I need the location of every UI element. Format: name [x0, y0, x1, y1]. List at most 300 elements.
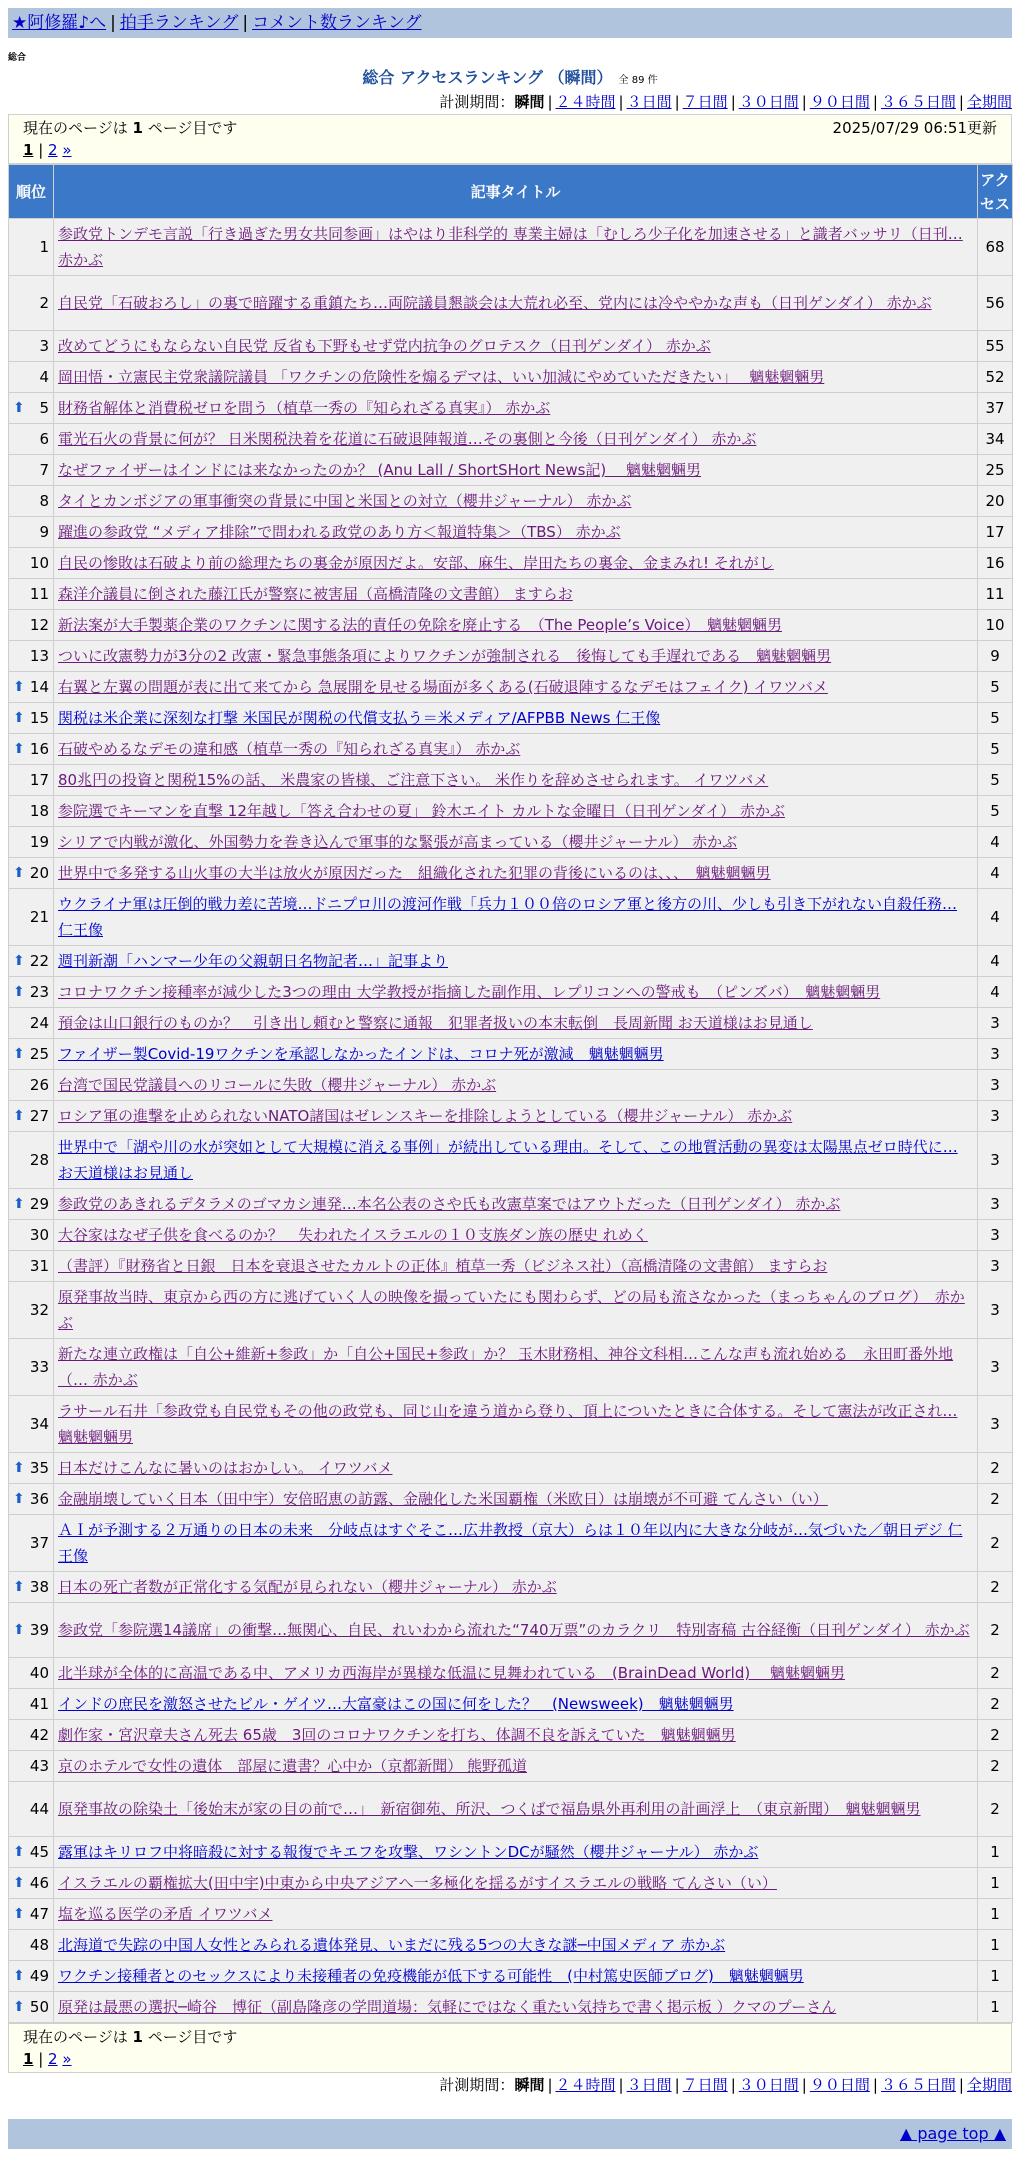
article-link[interactable]: 石破やめるなデモの違和感（植草一秀の『知られざる真実』） 赤かぶ [58, 740, 521, 758]
title-cell [54, 977, 978, 1008]
rank-number: 21 [29, 908, 49, 926]
up-arrow-icon: ⬆ [13, 1622, 25, 1638]
title-cell [54, 424, 978, 455]
rank-number: 42 [29, 1726, 49, 1744]
article-link[interactable]: 森洋介議員に倒された藤江氏が警察に被害届（高橋清隆の文書館） ますらお [58, 585, 573, 603]
table-row [9, 1515, 1013, 1572]
clap-ranking-link[interactable]: 拍手ランキング [119, 13, 239, 33]
title-cell [54, 1220, 978, 1251]
article-link[interactable]: ウクライナ軍は圧倒的戦力差に苦境…ドニプロ川の渡河作戦「兵力１００倍のロシア軍と後方の川、少しも引き下がれない自殺任務… 仁王像 [58, 895, 957, 939]
article-link[interactable]: 預金は山口銀行のものか？ 引き出し頼むと警察に通報 犯罪者扱いの本末転倒 長周新聞 お天道様はお見通し [58, 1014, 813, 1032]
ranking-table [8, 164, 1013, 2023]
rank-number: 5 [39, 399, 49, 417]
table-row [9, 1837, 1013, 1868]
table-row [9, 517, 1013, 548]
article-link[interactable]: シリアで内戦が激化、外国勢力を巻き込んで軍事的な緊張が高まっている（櫻井ジャーナル） 赤かぶ [58, 833, 738, 851]
title-cell [54, 734, 978, 765]
access-count: 3 [978, 1039, 1013, 1070]
rank-cell [9, 858, 54, 889]
article-link[interactable]: 原発は最悪の選択─崎谷 博征（副島隆彦の学問道場：気軽にではなく重たい気持ちで書く掲示板 ）クマのプーさん [58, 1998, 837, 2016]
access-count: 4 [978, 946, 1013, 977]
access-count: 2 [978, 1689, 1013, 1720]
rank-cell [9, 1658, 54, 1689]
table-row [9, 1070, 1013, 1101]
period-option[interactable]: ３６５日間 [880, 2076, 956, 2094]
rank-number: 9 [39, 523, 49, 541]
table-row [9, 827, 1013, 858]
title-cell [54, 1837, 978, 1868]
rank-cell [9, 424, 54, 455]
article-link[interactable]: 塩を巡る医学の矛盾 イワツバメ [58, 1905, 273, 1923]
up-arrow-icon: ⬆ [13, 679, 25, 695]
article-link[interactable]: 岡田悟・立憲民主党衆議院議員 「ワクチンの危険性を煽るデマは、いい加減にやめていただきたい」 魑魅魍魎男 [58, 368, 825, 386]
rank-number: 17 [29, 771, 49, 789]
access-count: 1 [978, 1992, 1013, 2023]
table-row [9, 1453, 1013, 1484]
article-link[interactable]: タイとカンボジアの軍事衝突の背景に中国と米国との対立（櫻井ジャーナル） 赤かぶ [58, 492, 632, 510]
period-option[interactable]: ７日間 [682, 93, 728, 111]
article-link[interactable]: 原発事故当時、東京から西の方に逃げていく人の映像を撮っていたにも関わらず、どの局も流さなかった（まっちゃんのブログ） 赤かぶ [58, 1288, 965, 1332]
rank-number: 41 [29, 1695, 49, 1713]
period-option[interactable]: ９０日間 [809, 2076, 870, 2094]
pager-next[interactable]: » [62, 141, 72, 159]
article-link[interactable]: 関税は米企業に深刻な打撃 米国民が関税の代償支払う＝米メディア/AFPBB News 仁王像 [58, 709, 661, 727]
title-cell [54, 486, 978, 517]
rank-cell [9, 765, 54, 796]
title-cell [54, 641, 978, 672]
period-separator: | [801, 2076, 807, 2094]
article-link[interactable]: 参院選でキーマンを直撃 12年越し「答え合わせの夏」 鈴木エイト カルトな金曜日（日刊ゲンダイ） 赤かぶ [58, 802, 785, 820]
rank-number: 13 [29, 647, 49, 665]
table-row [9, 977, 1013, 1008]
article-link[interactable]: ファイザー製Covid-19ワクチンを承認しなかったインドは、コロナ死が激減 魑魅魍魎男 [58, 1045, 664, 1063]
ranking-title: 総合 アクセスランキング （瞬間） [362, 68, 613, 87]
rank-cell [9, 734, 54, 765]
access-count: 1 [978, 1899, 1013, 1930]
table-row [9, 1132, 1013, 1189]
rank-cell [9, 517, 54, 548]
pager-separator: | [33, 141, 49, 159]
pager-next[interactable]: » [62, 2050, 72, 2068]
article-link[interactable]: ＡＩが予測する２万通りの日本の未来 分岐点はすぐそこ…広井教授（京大）らは１０年以内に大きな分岐が…気づいた／朝日デジ 仁王像 [58, 1521, 963, 1565]
period-separator: | [730, 93, 736, 111]
article-link[interactable]: 日本だけこんなに暑いのはおかしい。 イワツバメ [58, 1459, 393, 1477]
total-count: 全 89 件 [618, 75, 658, 86]
table-row [9, 1008, 1013, 1039]
period-separator: | [872, 2076, 878, 2094]
access-count: 2 [978, 1751, 1013, 1782]
period-option[interactable]: ２４時間 [555, 2076, 616, 2094]
article-link[interactable]: 日本の死亡者数が正常化する気配が見られない（櫻井ジャーナル） 赤かぶ [58, 1578, 557, 1596]
title-cell [54, 362, 978, 393]
page-top-link[interactable]: ▲ page top ▲ [899, 2124, 1006, 2143]
article-link[interactable]: 京のホテルで女性の遺体 部屋に遺書？心中か（京都新聞） 熊野孤道 [58, 1757, 528, 1775]
rank-number: 11 [29, 585, 49, 603]
title-cell [54, 1132, 978, 1189]
article-link[interactable]: ワクチン接種者とのセックスにより未接種者の免疫機能が低下する可能性 (中村篤史医師ブログ) 魑魅魍魎男 [58, 1967, 804, 1985]
article-link[interactable]: 北半球が全体的に高温である中、アメリカ西海岸が異様な低温に見舞われている (BrainDead World) 魑魅魍魎男 [58, 1664, 845, 1682]
article-link[interactable]: 改めてどうにもならない自民党 反省も下野もせず党内抗争のグロテスク（日刊ゲンダイ） 赤かぶ [58, 337, 711, 355]
table-row [9, 1339, 1013, 1396]
access-count: 5 [978, 796, 1013, 827]
table-row [9, 579, 1013, 610]
rank-number: 40 [29, 1664, 49, 1682]
home-link[interactable]: ★阿修羅♪へ [12, 13, 107, 33]
table-row [9, 641, 1013, 672]
access-count: 3 [978, 1282, 1013, 1339]
table-row [9, 1658, 1013, 1689]
rank-number: 3 [39, 337, 49, 355]
rank-cell [9, 1132, 54, 1189]
article-link[interactable]: 財務省解体と消費税ゼロを問う（植草一秀の『知られざる真実』） 赤かぶ [58, 399, 551, 417]
table-row [9, 1992, 1013, 2023]
table-row [9, 1251, 1013, 1282]
title-cell [54, 1453, 978, 1484]
period-separator: | [674, 93, 680, 111]
up-arrow-icon: ⬆ [13, 741, 25, 757]
rank-cell [9, 1070, 54, 1101]
access-count: 20 [978, 486, 1013, 517]
article-link[interactable]: 新たな連立政権は「自公+維新+参政」か「自公+国民+参政」か？ 玉木財務相、神谷文科相…こんな声も流れ始める 永田町番外地（… 赤かぶ [58, 1345, 954, 1389]
top-nav [8, 8, 1012, 38]
up-arrow-icon: ⬆ [13, 1875, 25, 1891]
period-option[interactable]: ３日間 [626, 2076, 672, 2094]
table-row [9, 276, 1013, 331]
article-link[interactable]: 参政党のあきれるデタラメのゴマカシ連発…本名公表のさや氏も改憲草案ではアウトだった（日刊ゲンダイ） 赤かぶ [58, 1195, 841, 1213]
access-count: 56 [978, 276, 1013, 331]
table-row [9, 703, 1013, 734]
up-arrow-icon: ⬆ [13, 1968, 25, 1984]
table-row [9, 1189, 1013, 1220]
rank-number: 24 [29, 1014, 49, 1032]
article-link[interactable]: なぜファイザーはインドには来なかったのか？ (Anu Lall / ShortSHort News記) 魑魅魍魎男 [58, 461, 702, 479]
title-cell [54, 1484, 978, 1515]
rank-number: 33 [29, 1358, 49, 1376]
rank-number: 29 [29, 1195, 49, 1213]
rank-cell [9, 1992, 54, 2023]
article-link[interactable]: 露軍はキリロフ中将暗殺に対する報復でキエフを攻撃、ワシントンDCが騒然（櫻井ジャーナル） 赤かぶ [58, 1843, 759, 1861]
table-row [9, 765, 1013, 796]
table-row [9, 362, 1013, 393]
access-count: 1 [978, 1837, 1013, 1868]
article-link[interactable]: イスラエルの覇権拡大(田中宇)中東から中央アジアへ一多極化を揺るがすイスラエルの戦略 てんさい（い） [58, 1874, 777, 1892]
up-arrow-icon: ⬆ [13, 984, 25, 1000]
period-option[interactable]: ３０日間 [738, 2076, 799, 2094]
table-row [9, 1396, 1013, 1453]
rank-cell [9, 1008, 54, 1039]
rank-cell [9, 1837, 54, 1868]
access-count: 10 [978, 610, 1013, 641]
period-separator: | [958, 2076, 964, 2094]
title-cell [54, 1572, 978, 1603]
table-row [9, 1282, 1013, 1339]
table-row [9, 1039, 1013, 1070]
access-count: 2 [978, 1782, 1013, 1837]
pager-top [23, 139, 997, 161]
article-link[interactable]: 劇作家・宮沢章夫さん死去 65歳 3回のコロナワクチンを打ち、体調不良を訴えていた 魑魅魍魎男 [58, 1726, 736, 1744]
rank-cell [9, 610, 54, 641]
article-link[interactable]: 世界中で多発する山火事の大半は放火が原因だった 組織化された犯罪の背後にいるのは、、、 魑魅魍魎男 [58, 864, 771, 882]
period-separator: | [547, 93, 553, 111]
title-cell [54, 219, 978, 276]
rank-number: 45 [29, 1843, 49, 1861]
rank-number: 34 [29, 1415, 49, 1433]
up-arrow-icon: ⬆ [13, 1999, 25, 2015]
access-count: 55 [978, 331, 1013, 362]
table-row [9, 486, 1013, 517]
access-count: 4 [978, 858, 1013, 889]
rank-number: 1 [39, 238, 49, 256]
rank-cell [9, 1782, 54, 1837]
table-row [9, 1689, 1013, 1720]
period-option[interactable]: 全期間 [966, 2076, 1012, 2094]
title-cell [54, 276, 978, 331]
rank-number: 20 [29, 864, 49, 882]
rank-cell [9, 548, 54, 579]
rank-cell [9, 276, 54, 331]
period-label: 計測期間： [439, 93, 515, 111]
access-count: 5 [978, 734, 1013, 765]
access-count: 2 [978, 1720, 1013, 1751]
access-count: 1 [978, 1961, 1013, 1992]
rank-cell [9, 1961, 54, 1992]
table-row [9, 1899, 1013, 1930]
table-row [9, 1572, 1013, 1603]
rank-number: 48 [29, 1936, 49, 1954]
article-link[interactable]: （書評）『財務省と日銀 日本を衰退させたカルトの正体』植草一秀（ビジネス社）（高橋清隆の文書館） ますらお [58, 1257, 828, 1275]
up-arrow-icon: ⬆ [13, 1844, 25, 1860]
access-count: 3 [978, 1008, 1013, 1039]
rank-number: 12 [29, 616, 49, 634]
rank-cell [9, 1603, 54, 1658]
access-count: 4 [978, 977, 1013, 1008]
title-cell [54, 331, 978, 362]
article-link[interactable]: 参政党トンデモ言説「行き過ぎた男女共同参画」はやはり非科学的 専業主婦は「むしろ少子化を加速させる」と識者バッサリ（日刊… 赤かぶ [58, 225, 963, 269]
access-count: 2 [978, 1515, 1013, 1572]
period-separator: | [674, 2076, 680, 2094]
table-row [9, 889, 1013, 946]
title-cell [54, 858, 978, 889]
bottom-bar [8, 2119, 1012, 2149]
access-count: 3 [978, 1070, 1013, 1101]
rank-cell [9, 641, 54, 672]
title-cell [54, 1751, 978, 1782]
title-cell [54, 1515, 978, 1572]
page-status: 現在のページは 1 ページ目です [23, 119, 238, 137]
access-count: 34 [978, 424, 1013, 455]
table-row [9, 455, 1013, 486]
rank-number: 32 [29, 1301, 49, 1319]
rank-cell [9, 362, 54, 393]
table-row [9, 946, 1013, 977]
title-cell [54, 1189, 978, 1220]
article-link[interactable]: 週刊新潮「ハンマー少年の父親朝日名物記者…」記事より [58, 952, 449, 970]
access-count: 3 [978, 1189, 1013, 1220]
period-bar-bottom [8, 2073, 1012, 2097]
period-option[interactable]: ３日間 [626, 93, 672, 111]
access-count: 9 [978, 641, 1013, 672]
table-row [9, 1484, 1013, 1515]
article-link[interactable]: 金融崩壊していく日本（田中宇）安倍昭恵の訪露、金融化した米国覇権（米欧日）は崩壊が不可避 てんさい（い） [58, 1490, 828, 1508]
rank-cell [9, 1220, 54, 1251]
rank-cell [9, 455, 54, 486]
rank-number: 23 [29, 983, 49, 1001]
access-count: 11 [978, 579, 1013, 610]
period-option: 瞬間 [514, 93, 545, 111]
access-count: 3 [978, 1339, 1013, 1396]
table-row [9, 796, 1013, 827]
period-option[interactable]: ９０日間 [809, 93, 870, 111]
rank-cell [9, 977, 54, 1008]
nav-separator: | [110, 13, 116, 33]
up-arrow-icon: ⬆ [13, 710, 25, 726]
title-cell [54, 1868, 978, 1899]
pager-bottom [23, 2048, 997, 2070]
article-link[interactable]: 自民の惨敗は石破より前の総理たちの裏金が原因だよ。安部、麻生、岸田たちの裏金、金まみれ! それがし [58, 554, 774, 572]
access-count: 2 [978, 1572, 1013, 1603]
title-cell [54, 703, 978, 734]
rank-number: 4 [39, 368, 49, 386]
up-arrow-icon: ⬆ [13, 1460, 25, 1476]
rank-number: 15 [29, 709, 49, 727]
rank-number: 6 [39, 430, 49, 448]
article-link[interactable]: 新法案が大手製薬企業のワクチンに関する法的責任の免除を廃止する （The People’s Voice） 魑魅魍魎男 [58, 616, 783, 634]
access-count: 3 [978, 1220, 1013, 1251]
access-count: 37 [978, 393, 1013, 424]
up-arrow-icon: ⬆ [13, 1579, 25, 1595]
rank-number: 38 [29, 1578, 49, 1596]
rank-cell [9, 1101, 54, 1132]
article-link[interactable]: 躍進の参政党 “メディア排除”で問われる政党のあり方＜報道特集＞（TBS） 赤かぶ [58, 523, 621, 541]
pager-page[interactable]: 2 [48, 141, 58, 159]
pagination-box-bottom [8, 2023, 1012, 2073]
up-arrow-icon: ⬆ [13, 953, 25, 969]
period-option[interactable]: ３６５日間 [880, 93, 956, 111]
period-option[interactable]: ３０日間 [738, 93, 799, 111]
article-link[interactable]: 世界中で「湖や川の水が突如として大規模に消える事例」が続出している理由。そして、この地質活動の異変は太陽黒点ゼロ時代に… お天道様はお見通し [58, 1138, 958, 1182]
rank-number: 10 [29, 554, 49, 572]
rank-cell [9, 1484, 54, 1515]
rank-number: 25 [29, 1045, 49, 1063]
up-arrow-icon: ⬆ [13, 1046, 25, 1062]
rank-cell [9, 393, 54, 424]
article-link[interactable]: 台湾で国民党議員へのリコールに失敗（櫻井ジャーナル） 赤かぶ [58, 1076, 497, 1094]
rank-number: 7 [39, 461, 49, 479]
article-link[interactable]: 北海道で失踪の中国人女性とみられる遺体発見、いまだに残る5つの大きな謎─中国メディア 赤かぶ [58, 1936, 726, 1954]
period-separator: | [547, 2076, 553, 2094]
rank-cell [9, 672, 54, 703]
rank-number: 46 [29, 1874, 49, 1892]
access-count: 4 [978, 827, 1013, 858]
article-link[interactable]: 自民党「石破おろし」の裏で暗躍する重鎮たち…両院議員懇談会は大荒れ必至、党内には冷ややかな声も（日刊ゲンダイ） 赤かぶ [58, 294, 932, 312]
table-row [9, 331, 1013, 362]
title-cell [54, 1008, 978, 1039]
pagination-box-top [8, 114, 1012, 164]
table-row [9, 1101, 1013, 1132]
title-cell [54, 889, 978, 946]
rank-cell [9, 1930, 54, 1961]
rank-cell [9, 1868, 54, 1899]
article-link[interactable]: 大谷家はなぜ子供を食べるのか？ 失われたイスラエルの１０支族ダン族の歴史 れめく [58, 1226, 648, 1244]
pager-page[interactable]: 2 [48, 2050, 58, 2068]
rank-number: 35 [29, 1459, 49, 1477]
period-option[interactable]: 全期間 [966, 93, 1012, 111]
rank-number: 39 [29, 1621, 49, 1639]
rank-number: 19 [29, 833, 49, 851]
title-cell [54, 1339, 978, 1396]
rank-number: 16 [29, 740, 49, 758]
article-link[interactable]: インドの庶民を激怒させたビル・ゲイツ…大富豪はこの国に何をした？ (Newsweek) 魑魅魍魎男 [58, 1695, 734, 1713]
rank-number: 49 [29, 1967, 49, 1985]
article-link[interactable]: 参政党「参院選14議席」の衝撃…無関心、自民、れいわから流れた“740万票”のカラクリ 特別寄稿 古谷経衡（日刊ゲンダイ） 赤かぶ [58, 1621, 970, 1639]
rank-cell [9, 827, 54, 858]
rank-cell [9, 1453, 54, 1484]
access-count: 3 [978, 1132, 1013, 1189]
table-row [9, 734, 1013, 765]
article-link[interactable]: 原発事故の除染土「後始末が家の目の前で…」 新宿御苑、所沢、つくばで福島県外再利用の計画浮上 （東京新聞） 魑魅魍魎男 [58, 1800, 921, 1818]
up-arrow-icon: ⬆ [13, 1196, 25, 1212]
title-cell [54, 393, 978, 424]
rank-number: 14 [29, 678, 49, 696]
title-cell [54, 1282, 978, 1339]
article-link[interactable]: ついに改憲勢力が3分の2 改憲・緊急事態条項によりワクチンが強制される 後悔しても手遅れである 魑魅魍魎男 [58, 647, 832, 665]
rank-cell [9, 1251, 54, 1282]
up-arrow-icon: ⬆ [13, 1906, 25, 1922]
title-cell [54, 548, 978, 579]
article-link[interactable]: 80兆円の投資と関税15%の話、 米農家の皆様、ご注意下さい。 米作りを辞めさせられます。 イワツバメ [58, 771, 769, 789]
col-header-access: アクセス [978, 165, 1013, 219]
table-row [9, 1782, 1013, 1837]
table-row [9, 548, 1013, 579]
up-arrow-icon: ⬆ [13, 1491, 25, 1507]
rank-cell [9, 1282, 54, 1339]
period-separator: | [618, 2076, 624, 2094]
rank-number: 50 [29, 1998, 49, 2016]
access-count: 3 [978, 1396, 1013, 1453]
rank-number: 30 [29, 1226, 49, 1244]
article-link[interactable]: ロシア軍の進撃を止められないNATO諸国はゼレンスキーを排除しようとしている（櫻井ジャーナル） 赤かぶ [58, 1107, 793, 1125]
access-count: 5 [978, 703, 1013, 734]
rank-number: 36 [29, 1490, 49, 1508]
access-count: 68 [978, 219, 1013, 276]
article-link[interactable]: ラサール石井「参政党も自民党もその他の政党も、同じ山を違う道から登り、頂上についたときに合体する。そして憲法が改正され… 魑魅魍魎男 [58, 1402, 958, 1446]
article-link[interactable]: コロナワクチン接種率が減少した3つの理由 大学教授が指摘した副作用、レプリコンへの警戒も （ピンズバ） 魑魅魍魎男 [58, 983, 881, 1001]
article-link[interactable]: 右翼と左翼の問題が表に出て来てから 急展開を見せる場面が多くある(石破退陣するなデモはフェイク) イワツバメ [58, 678, 828, 696]
access-count: 2 [978, 1453, 1013, 1484]
pager-page: 1 [23, 141, 34, 159]
access-count: 2 [978, 1603, 1013, 1658]
period-separator: | [872, 93, 878, 111]
title-cell [54, 517, 978, 548]
title-cell [54, 672, 978, 703]
table-row [9, 1220, 1013, 1251]
period-option[interactable]: ２４時間 [555, 93, 616, 111]
nav-separator: | [242, 13, 249, 33]
comment-ranking-link[interactable]: コメント数ランキング [252, 13, 422, 33]
rank-number: 27 [29, 1107, 49, 1125]
period-option[interactable]: ７日間 [682, 2076, 728, 2094]
page-status: 現在のページは 1 ページ目です [23, 2028, 238, 2046]
rank-number: 31 [29, 1257, 49, 1275]
title-cell [54, 579, 978, 610]
article-link[interactable]: 電光石火の背景に何が？ 日米関税決着を花道に石破退陣報道…その裏側と今後（日刊ゲンダイ） 赤かぶ [58, 430, 757, 448]
rank-cell [9, 946, 54, 977]
table-row [9, 1720, 1013, 1751]
title-cell [54, 1930, 978, 1961]
updated-time: 2025/07/29 06:51更新 [832, 119, 997, 137]
title-cell [54, 1899, 978, 1930]
up-arrow-icon: ⬆ [13, 400, 25, 416]
